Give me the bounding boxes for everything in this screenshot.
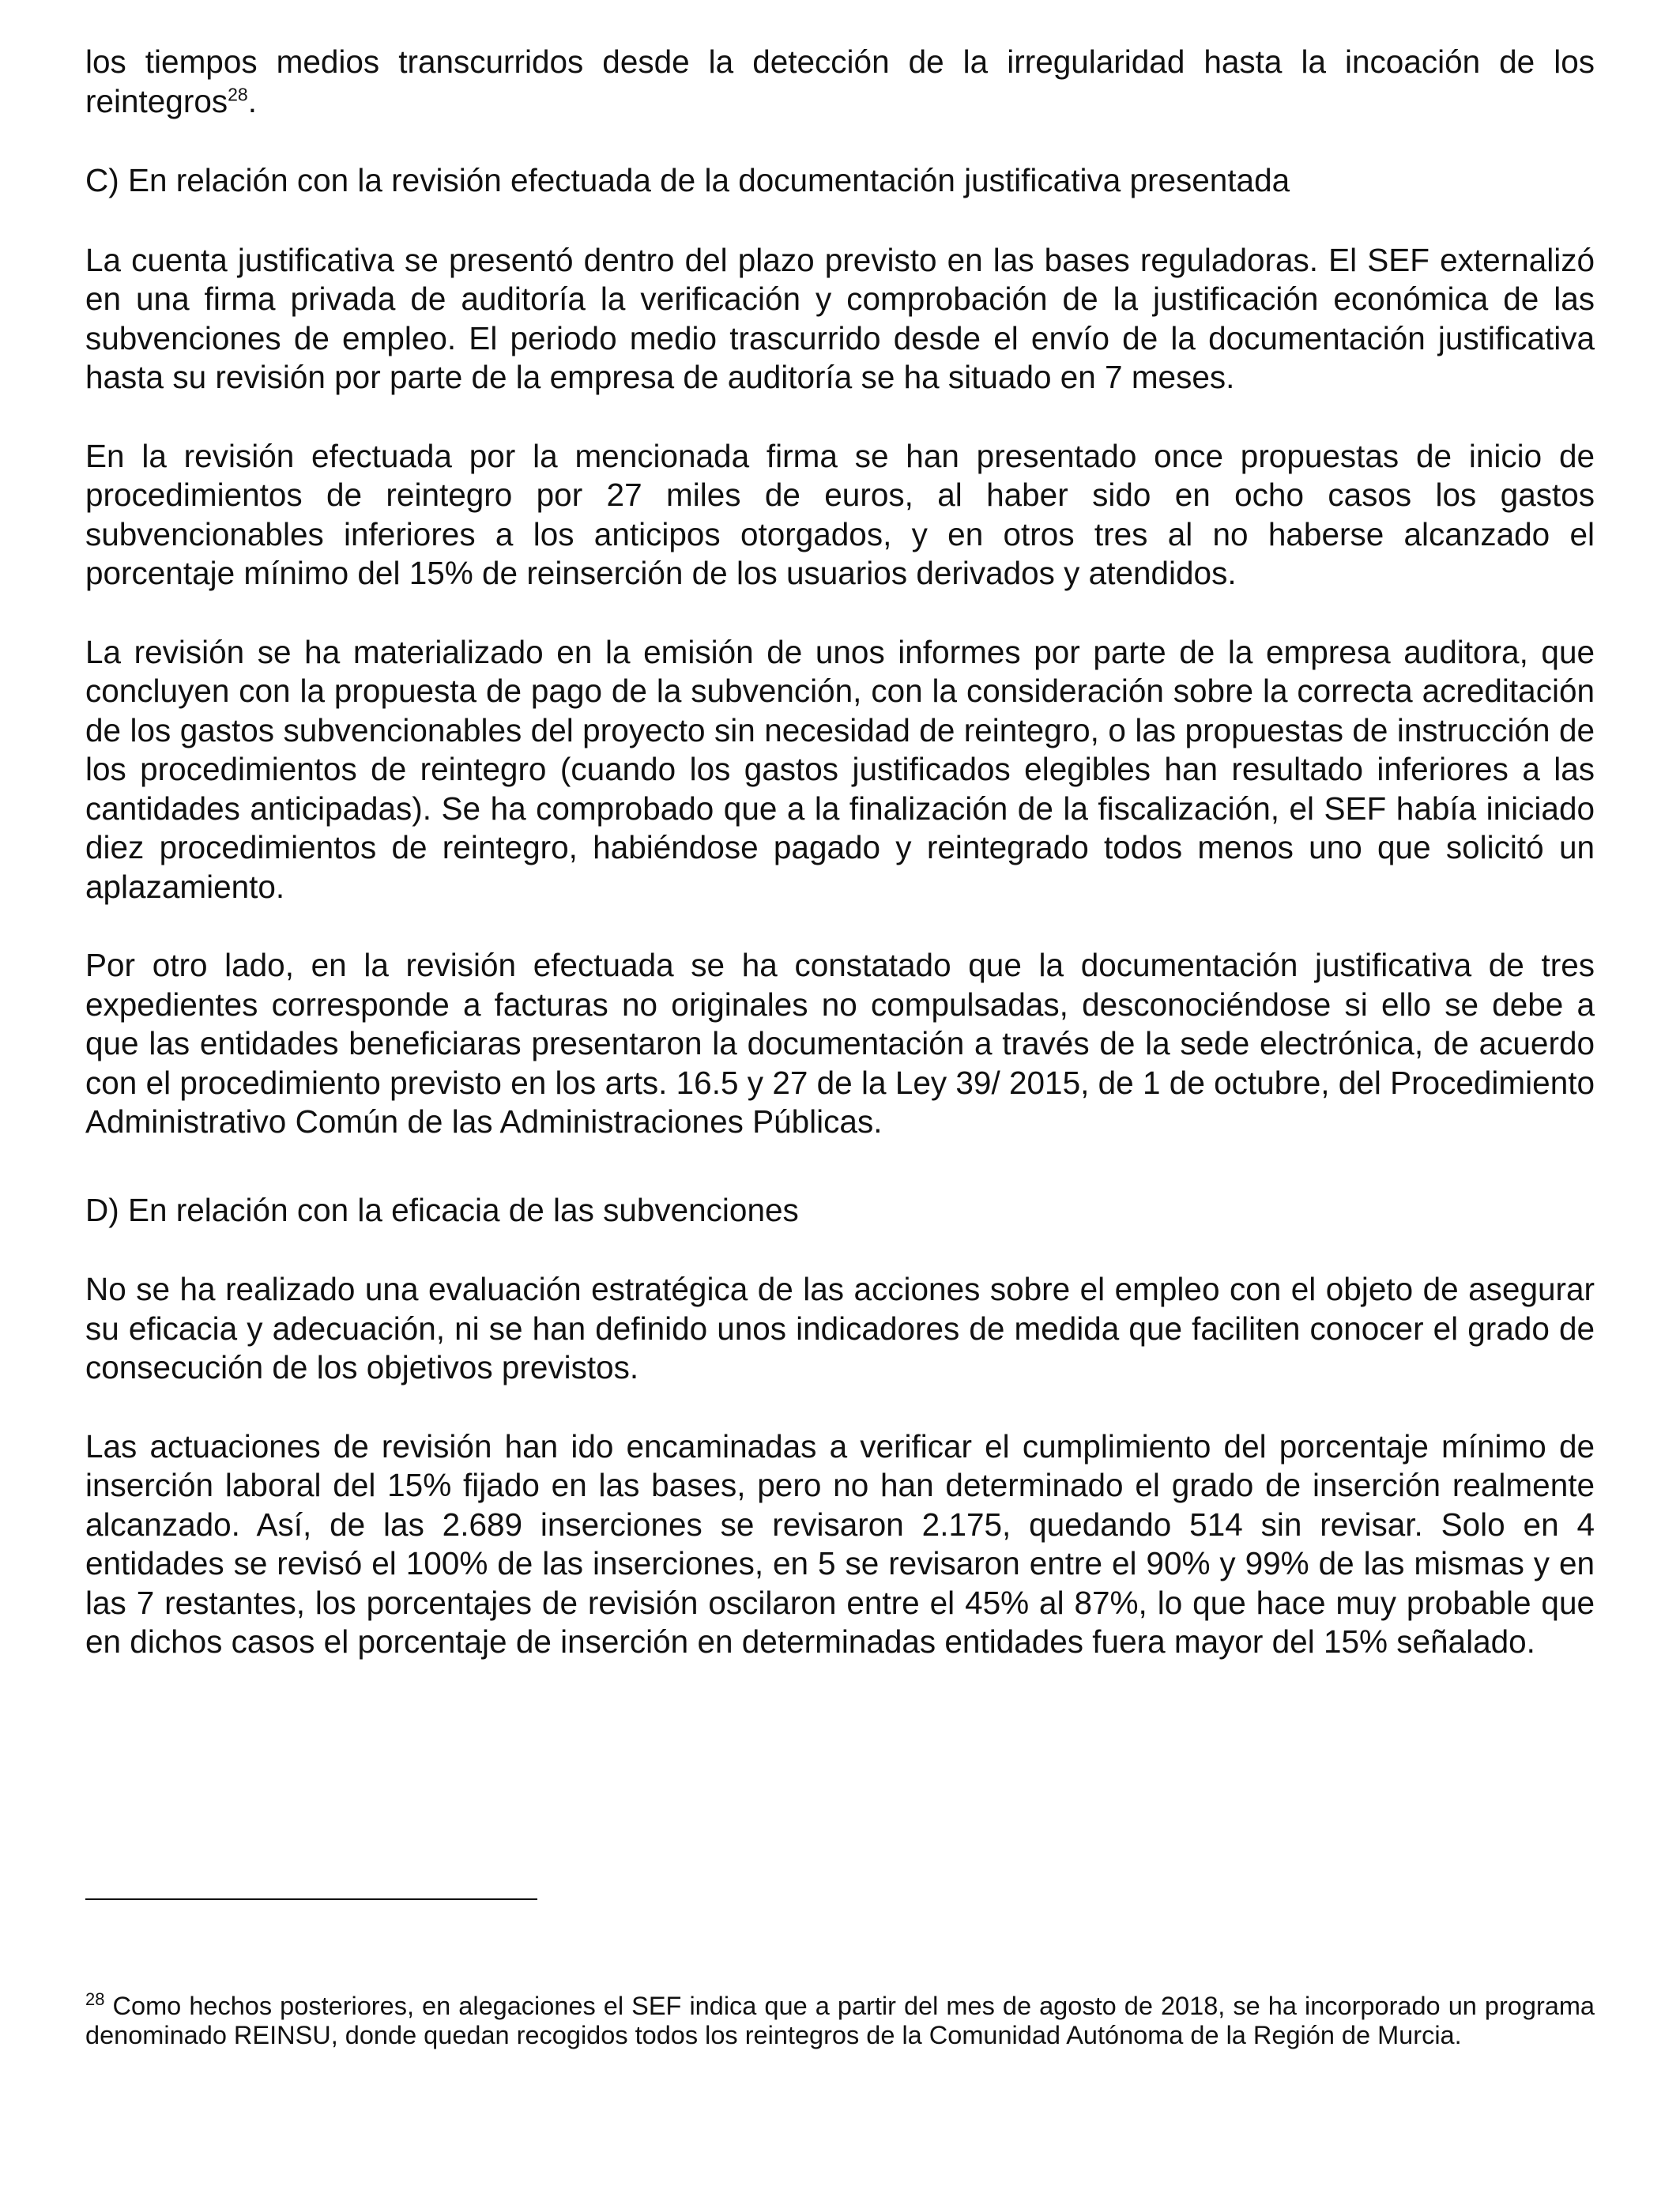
paragraph-continuation-tail: . bbox=[247, 82, 257, 119]
spacer bbox=[85, 121, 1595, 161]
paragraph-revision-firma: En la revisión efectuada por la mencionada firma se han presentado once propuestas de inicio de procedimientos de reintegro por 27 miles de euros, al haber sido en ocho casos los gastos subvencionables inferiores a los anticipos otorgados, y en otros tres al no haberse alcanzado el porcentaje mínimo del 15% de reinserción de los usuarios derivados y atendidos. bbox=[85, 437, 1595, 591]
spacer bbox=[85, 201, 1595, 241]
paragraph-informes-auditora: La revisión se ha materializado en la emisión de unos informes por parte de la empresa auditora, que concluyen con la propuesta de pago de la subvención, con la consideración sobre la correcta acreditación de los gastos subvencionables del proyecto sin necesidad de reintegro, o las propuestas de instrucción de los procedimientos de reintegro (cuando los gastos justificados elegibles han resultado inferiores a las cantidades anticipadas). Se ha comprobado que a la finalización de la fiscalización, el SEF había iniciado diez procedimientos de reintegro, habiéndose pagado y reintegrado todos menos uno que solicitó un aplazamiento. bbox=[85, 633, 1595, 905]
paragraph-cuenta-justificativa: La cuenta justificativa se presentó dentro del plazo previsto en las bases reguladoras. El SEF externalizó en una firma privada de auditoría la verificación y comprobación de la justificación económica de las subvenciones de empleo. El periodo medio trascurrido desde el envío de la documentación justificativa hasta su revisión por parte de la empresa de auditoría se ha situado en 7 meses. bbox=[85, 241, 1595, 395]
spacer bbox=[85, 907, 1595, 946]
footnote-number: 28 bbox=[85, 1989, 105, 2010]
document-body bbox=[85, 43, 1595, 1662]
footnote bbox=[85, 1989, 1595, 2050]
footnote-reference[interactable]: 28 bbox=[228, 84, 248, 104]
spacer bbox=[85, 398, 1595, 437]
spacer bbox=[85, 1388, 1595, 1427]
paragraph-facturas: Por otro lado, en la revisión efectuada se ha constatado que la documentación justificativa de tres expedientes corresponde a facturas no originales no compulsadas, desconociéndose si ello se debe a que las entidades beneficiaras presentaron la documentación a través de la sede electrónica, de acuerdo con el procedimiento previsto en los arts. 16.5 y 27 de la Ley 39/ 2015, de 1 de octubre, del Procedimiento Administrativo Común de las Administraciones Públicas. bbox=[85, 947, 1595, 1140]
spacer bbox=[85, 594, 1595, 633]
footnote-separator bbox=[85, 1898, 537, 1900]
section-heading-d: D) En relación con la eficacia de las subvenciones bbox=[85, 1191, 799, 1228]
paragraph-continuation bbox=[85, 43, 1595, 121]
spacer bbox=[85, 1142, 1595, 1191]
spacer bbox=[85, 1230, 1595, 1270]
paragraph-insercion: Las actuaciones de revisión han ido encaminadas a verificar el cumplimiento del porcentaje mínimo de inserción laboral del 15% fijado en las bases, pero no han determinado el grado de inserción realmente alcanzado. Así, de las 2.689 inserciones se revisaron 2.175, quedando 514 sin revisar. Solo en 4 entidades se revisó el 100% de las inserciones, en 5 se revisaron entre el 90% y 99% de las mismas y en las 7 restantes, los porcentajes de revisión oscilaron entre el 45% al 87%, lo que hace muy probable que en dichos casos el porcentaje de inserción en determinadas entidades fuera mayor del 15% señalado. bbox=[85, 1427, 1595, 1660]
paragraph-continuation-text: los tiempos medios transcurridos desde la detección de la irregularidad hasta la incoación de los reintegros bbox=[85, 43, 1595, 119]
paragraph-evaluacion: No se ha realizado una evaluación estratégica de las acciones sobre el empleo con el objeto de asegurar su eficacia y adecuación, ni se han definido unos indicadores de medida que faciliten conocer el grado de consecución de los objetivos previstos. bbox=[85, 1271, 1595, 1385]
section-heading-c: C) En relación con la revisión efectuada de la documentación justificativa presentada bbox=[85, 162, 1290, 198]
footnote-text: Como hechos posteriores, en alegaciones el SEF indica que a partir del mes de agosto de 2018, se ha incorporado un programa denominado REINSU, donde quedan recogidos todos los reintegros de la Comunidad Autónoma de la Región de Murcia. bbox=[85, 1992, 1595, 2049]
